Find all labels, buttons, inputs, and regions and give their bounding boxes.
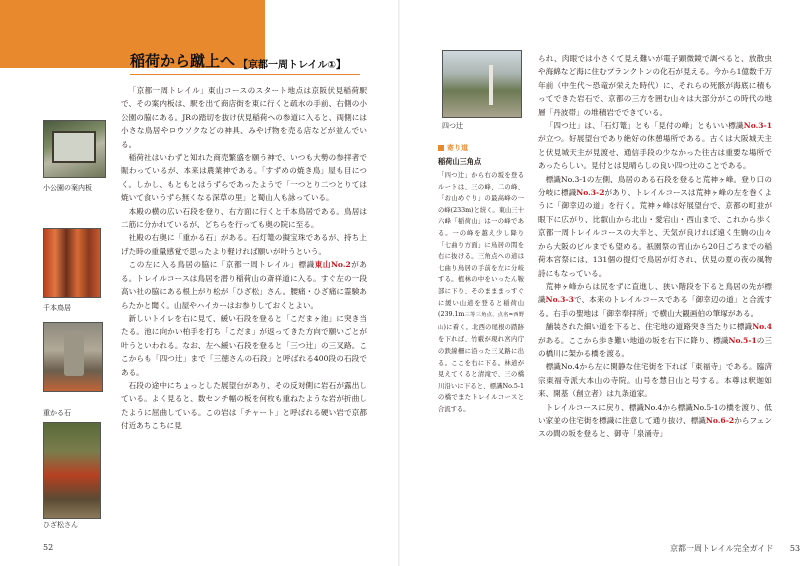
text-span: トレイルコースに戻り、標識No.4から標識No.5-1の橋を渡り、低い家並の住宅街を標識に注意して通り抜け、標識 [538,402,772,425]
book-title: 京都一周トレイル完全ガイド [670,544,774,553]
text-span: この左に入る鳥居の脇に「京都一周トレイル」標識 [128,260,315,270]
photo-caption: ひざ松さん [43,521,78,529]
sidebar-note: 三等三角点、点名=西野山 [438,312,524,331]
running-footer [670,543,800,554]
text-span: が立つ。好展望台であり絶好の休憩場所である。古くは大阪城天主と伏見城天主が見渡せ、通信手段の少なかった往古は重要な場所であったらしい。見付とは見晴らしの良い四つ辻のことである。 [538,134,772,171]
paragraph [538,320,772,360]
trail-marker: No.3-2 [576,188,605,198]
section-title-bar [130,49,360,75]
left-body-text [121,84,367,530]
photo-caption: 小公園の案内板 [43,184,92,192]
paragraph [538,119,772,173]
section-title: 稲荷から蹴上へ [130,52,236,70]
photo-torii-gates [43,228,101,298]
text-span: の三の橋川に架かる橋を渡る。 [538,335,772,358]
paragraph [538,401,772,441]
page-number: 53 [789,544,800,553]
sidebar-text [438,170,524,415]
page-number: 52 [43,543,54,552]
sidebar-column [438,143,524,528]
text-span: がある。トレイルコースは鳥居を潜り稲荷山の斎祥道に入る。すぐ左の一段高い社の脇にある根上がり松が「ひざ松」さん。腰痛・ひざ痛に霊験あらたかと聞く。山屋やハイカーはお参りしておくとよい。 [121,260,367,310]
sidebar-text-span: 「四つ辻」から右の坂を登るルートは、三の峰、二の峰、「お山めぐり」の最高峰の一の峰(233m)と続く。東山三十六峰「稲荷山」は一の峰である。一の峰を越え少し降り「七曲り方面」に鳥居の間を右に抜ける。三角点への道は七曲り鳥居の手前を左に分岐する。植林の中をいったん鞍部に下り、そのまままっすぐに緩い山道を登ると稲荷山(239.1m [438,172,524,319]
text-span: 舗装された細い道を下ると、住宅地の道路突き当たりに標識 [545,322,753,332]
trail-marker: 東山No.2 [314,260,351,270]
paragraph: 石段の途中にちょっとした展望台があり、その反対側に岩石が露出している。よく見ると、数センチ幅の板を何枚も重ねたような岩が折曲したように屈曲している。この岩は「チャート」と呼ばれる硬い岩で京都付近あちこちに見 [121,380,367,431]
paragraph: 社殿の右奥に「重かる石」がある。石灯篭の擬宝珠であるが、持ち上げた時の重量感覚で思ったより軽ければ願いが叶うという。 [121,233,367,256]
paragraph: 本殿の横の広い石段を登り、右方面に行くと千本鳥居である。鳥居は二筋に分かれているが、どちらを行っても奥の院に至る。 [121,206,367,230]
sidebar-heading-label: 寄り道 [447,144,468,152]
paragraph: られ、肉眼では小さくて見え難いが電子顕微鏡で調べると、放散虫や海綿など海に住むプランクトンの化石が見える。今から1億数千万年前（中生代〜恐竜が栄えた時代）に、それらの死骸が海底に積もってできた岩石で、京都の三方を囲む山々は大部分がこの時代の地層「丹波帯」の堆積岩でできている。 [538,54,772,117]
trail-marker: No.6-2 [705,415,735,425]
photo-stone-lantern [43,322,103,392]
trail-marker: No.3-1 [743,121,772,131]
photo-caption: 重かる石 [43,409,71,417]
photo-caption: 千本鳥居 [43,304,71,312]
photo-caption: 四つ辻 [442,122,463,130]
trail-marker: No.5-1 [728,335,757,345]
paragraph: 新しいトイレを右に見て、緩い石段を登ると「こだまヶ池」に突き当たる。池に向かい柏手を打ち「こだま」が返ってきた方向で願いごとが叶うといわれる。なお、左へ緩い石段を登ると「三つ辻」の三叉路。ここからも「四つ辻」まで「三徳さんの石段」と呼ばれる400段の石段である。 [121,313,367,377]
section-subtitle: 【京都一周トレイル①】 [238,60,346,71]
text-span: で、本来のトレイルコースである「御幸辺の道」と合流する。右手の聖地は「御幸奉拝所」で横山大観画伯の筆塚がある。 [538,295,772,318]
right-body-text [538,52,772,530]
paragraph [121,258,367,312]
paragraph: 稲荷社はいわずと知れた商売繁盛を願う神で、いつも大勢の参拝者で賑わっているが、本来は農業神である。「すずめの焼き鳥」屋も目につく。しかし、もともとはうずらであったようで「一つとり二つとりては焼いて食いうずら無くなる深草の里」と蜀山人も詠っている。 [121,153,367,203]
photo-hiza-matsu [43,422,101,519]
paragraph: 「京都一周トレイル」東山コースのスタート地点は京阪伏見稲荷駅で、その案内板は、駅を出て商店街を東に行くと疏水の手前、右側の小公園の脇にある。JRの踏切を抜け伏見稲荷への参道に入ると、両側には小さな鳥居やロウソクなどの神具、みやげ物を売る店などが並んでいる。 [121,86,367,149]
trail-marker: No.4 [752,322,772,332]
text-span: 「四つ辻」は、「石灯篭」とも「見付の峰」ともいい標識 [545,121,744,131]
text-span: がある。ここから歩き難い地道の坂を右下に降り、標識 [538,335,729,345]
text-span: があり、トレイルコースは荒神ヶ峰の左を巻くように「御幸辺の道」を行く。荒神ヶ峰は好展望台で、京都の町並が眼下に広がり、比叡山から北山・愛宕山・西山まで、これから歩く京都一周トレイルコースの大半と、天気が良ければ遠く生駒の山々から大阪のビルまでも望める。祇園祭の宵山から20日ごろまでの稲荷本宮祭には、131個の提灯で鳥居が灯され、伏見の夏の夜の風物詩にもなっている。 [538,188,772,278]
paragraph: 標識No.4から左に閑静な住宅街を下れば「東福寺」である。臨済宗東福寺派大本山の寺院。山号を慧日山と号する。本尊は釈迦如来、開基（創立者）は九条道家。 [538,362,772,399]
sidebar-heading [438,143,524,153]
photo-yotsutsuji [442,50,522,118]
text-span: からフェンスの間の坂を登ると、御寺「泉涌寺」 [538,415,772,439]
text-span: 標識No.3-1の左側、鳥居のある石段を登ると荒神ヶ峰。登り口の分岐に標識 [538,174,772,198]
paragraph [538,173,772,280]
sidebar-text-span: )に着く。北西の尾根の踏跡を下れば、竹藪が現れ宮内庁の鉄線柵に沿った三叉路に出る。ここを右に下る。林道が見えてくると清滝で、三の橋川沿いに下ると、標識No.5-1の橋でまたトレイルコースと合流する。 [438,323,524,413]
sidebar-title: 稲荷山三角点 [438,157,482,166]
photo-signboard [43,120,106,178]
trail-marker: No.3-3 [545,295,574,305]
text-span: 荒神ヶ峰からは尻をずに直進し、狭い階段を下ると鳥居の先が標識 [538,281,772,305]
square-bullet-icon [438,145,444,151]
paragraph [538,280,772,320]
